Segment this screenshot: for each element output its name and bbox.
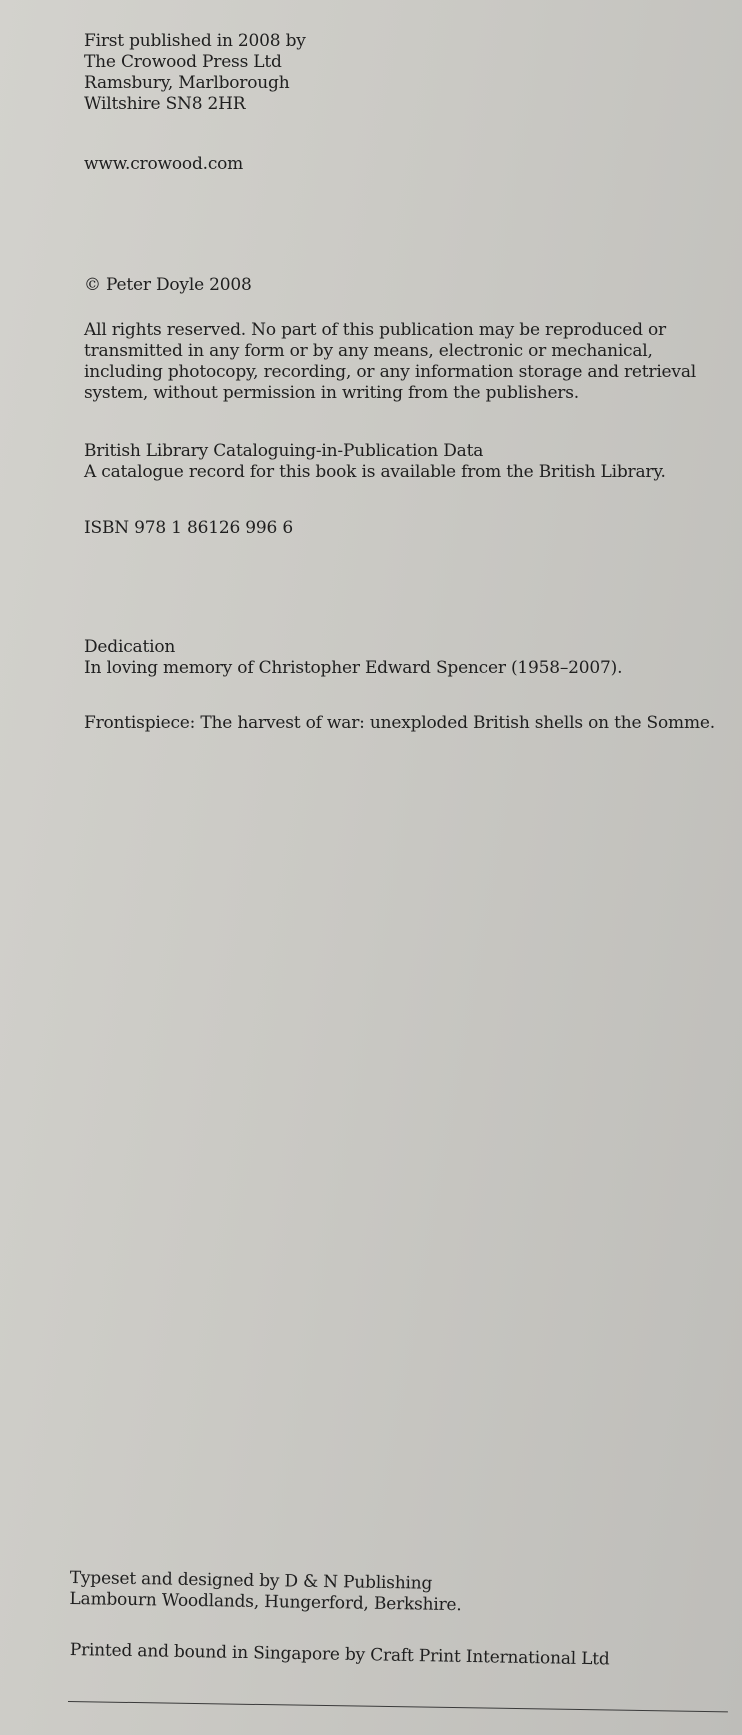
- imprint-line: Wiltshire SN8 2HR: [84, 94, 246, 114]
- imprint-line: Ramsbury, Marlborough: [84, 73, 290, 93]
- cip-text: A catalogue record for this book is available from the British Library.: [84, 462, 666, 482]
- publisher-imprint: [84, 31, 306, 115]
- frontispiece-caption: Frontispiece: The harvest of war: unexploded British shells on the Somme.: [84, 713, 715, 733]
- publisher-website: www.crowood.com: [84, 154, 244, 174]
- rights-line: All rights reserved. No part of this publication may be reproduced or: [84, 320, 666, 340]
- dedication-heading: Dedication: [84, 637, 176, 657]
- cataloguing-data: [84, 441, 666, 483]
- rights-statement: [84, 320, 696, 404]
- printer-credit: Printed and bound in Singapore by Craft Print International Ltd: [69, 1640, 610, 1670]
- typesetter-credit: [69, 1568, 462, 1616]
- rights-line: transmitted in any form or by any means, electronic or mechanical,: [84, 341, 653, 361]
- rights-line: system, without permission in writing from the publishers.: [84, 383, 579, 403]
- copyright-notice: © Peter Doyle 2008: [84, 275, 252, 295]
- imprint-line: First published in 2008 by: [84, 31, 306, 51]
- typeset-line: Typeset and designed by D & N Publishing: [69, 1568, 433, 1594]
- imprint-line: The Crowood Press Ltd: [84, 52, 282, 72]
- typeset-line: Lambourn Woodlands, Hungerford, Berkshire.: [69, 1588, 462, 1616]
- bottom-rule: [68, 1701, 728, 1712]
- dedication: [84, 637, 622, 679]
- isbn: ISBN 978 1 86126 996 6: [84, 518, 293, 538]
- rights-line: including photocopy, recording, or any information storage and retrieval: [84, 362, 696, 382]
- cip-heading: British Library Cataloguing-in-Publication Data: [84, 441, 484, 461]
- dedication-text: In loving memory of Christopher Edward Spencer (1958–2007).: [84, 658, 623, 678]
